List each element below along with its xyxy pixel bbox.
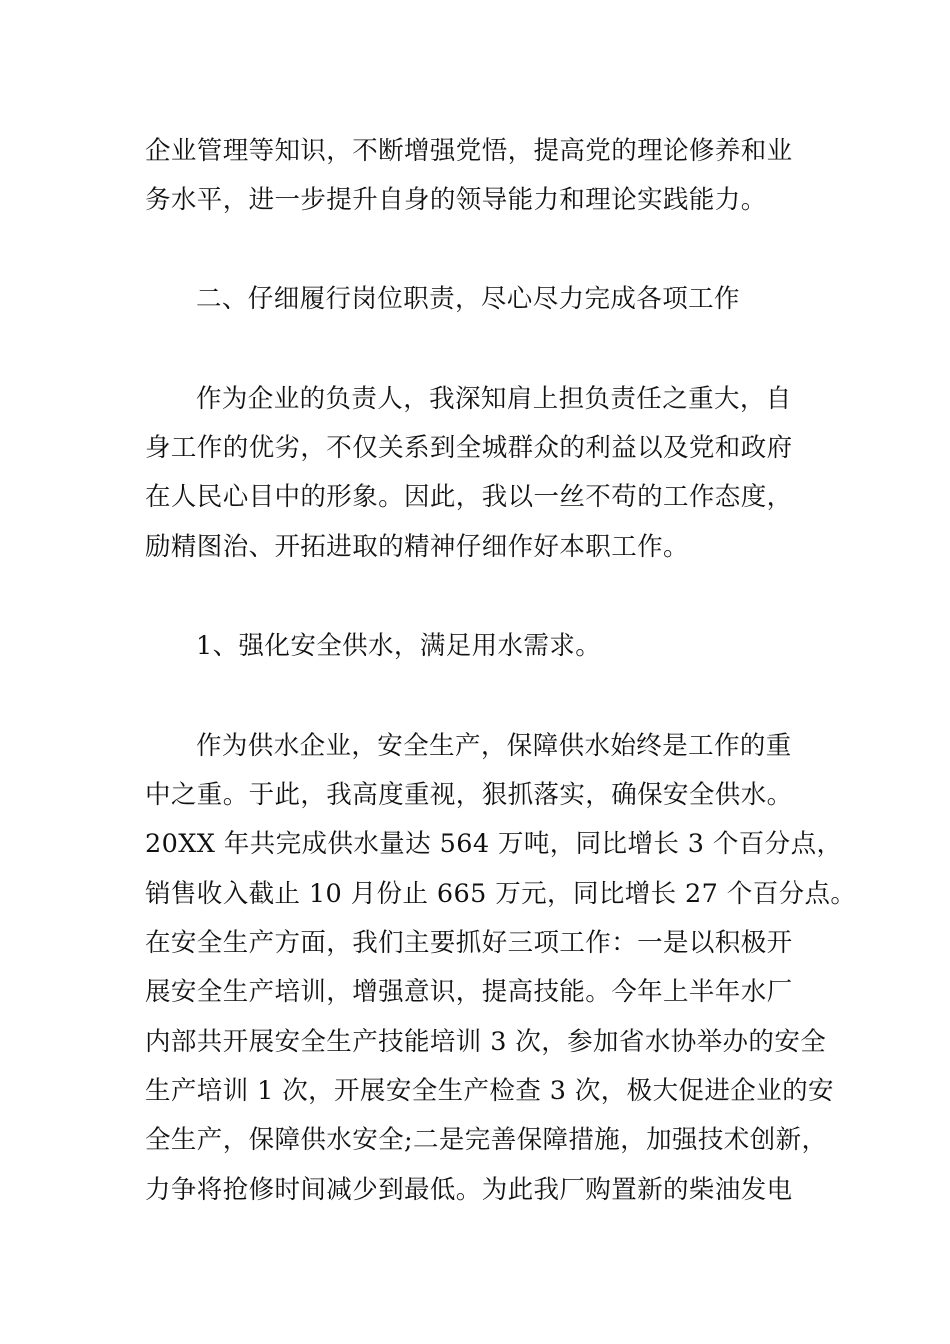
- paragraph-line: 在安全生产方面，我们主要抓好三项工作：一是以积极开: [145, 928, 793, 958]
- paragraph-line: 力争将抢修时间减少到最低。为此我厂购置新的柴油发电: [145, 1175, 793, 1205]
- paragraph-line: 展安全生产培训，增强意识，提高技能。今年上半年水厂: [145, 977, 793, 1007]
- paragraph-line: 生产培训 1 次，开展安全生产检查 3 次，极大促进企业的安: [145, 1076, 834, 1106]
- paragraph-line: 务水平，进一步提升自身的领导能力和理论实践能力。: [145, 185, 767, 215]
- subsection-heading: 1、强化安全供水，满足用水需求。: [196, 631, 602, 661]
- paragraph-line: 全生产，保障供水安全;二是完善保障措施，加强技术创新，: [145, 1125, 828, 1155]
- paragraph-line: 作为供水企业，安全生产，保障供水始终是工作的重: [196, 731, 792, 761]
- paragraph-line: 身工作的优劣，不仅关系到全城群众的利益以及党和政府: [145, 433, 793, 463]
- paragraph-line: 励精图治、开拓进取的精神仔细作好本职工作。: [145, 532, 689, 562]
- paragraph-line: 作为企业的负责人，我深知肩上担负责任之重大，自: [196, 384, 792, 414]
- paragraph-line: 企业管理等知识，不断增强党悟，提高党的理论修养和业: [145, 136, 793, 166]
- paragraph-line: 在人民心目中的形象。因此，我以一丝不苟的工作态度，: [145, 482, 793, 512]
- paragraph-line: 中之重。于此，我高度重视，狠抓落实，确保安全供水。: [145, 780, 793, 810]
- section-heading: 二、仔细履行岗位职责，尽心尽力完成各项工作: [196, 284, 740, 314]
- paragraph-line: 内部共开展安全生产技能培训 3 次，参加省水协举办的安全: [145, 1027, 827, 1057]
- paragraph-line: 20XX 年共完成供水量达 564 万吨，同比增长 3 个百分点，: [145, 829, 843, 859]
- paragraph-line: 销售收入截止 10 月份止 665 万元，同比增长 27 个百分点。: [145, 879, 857, 909]
